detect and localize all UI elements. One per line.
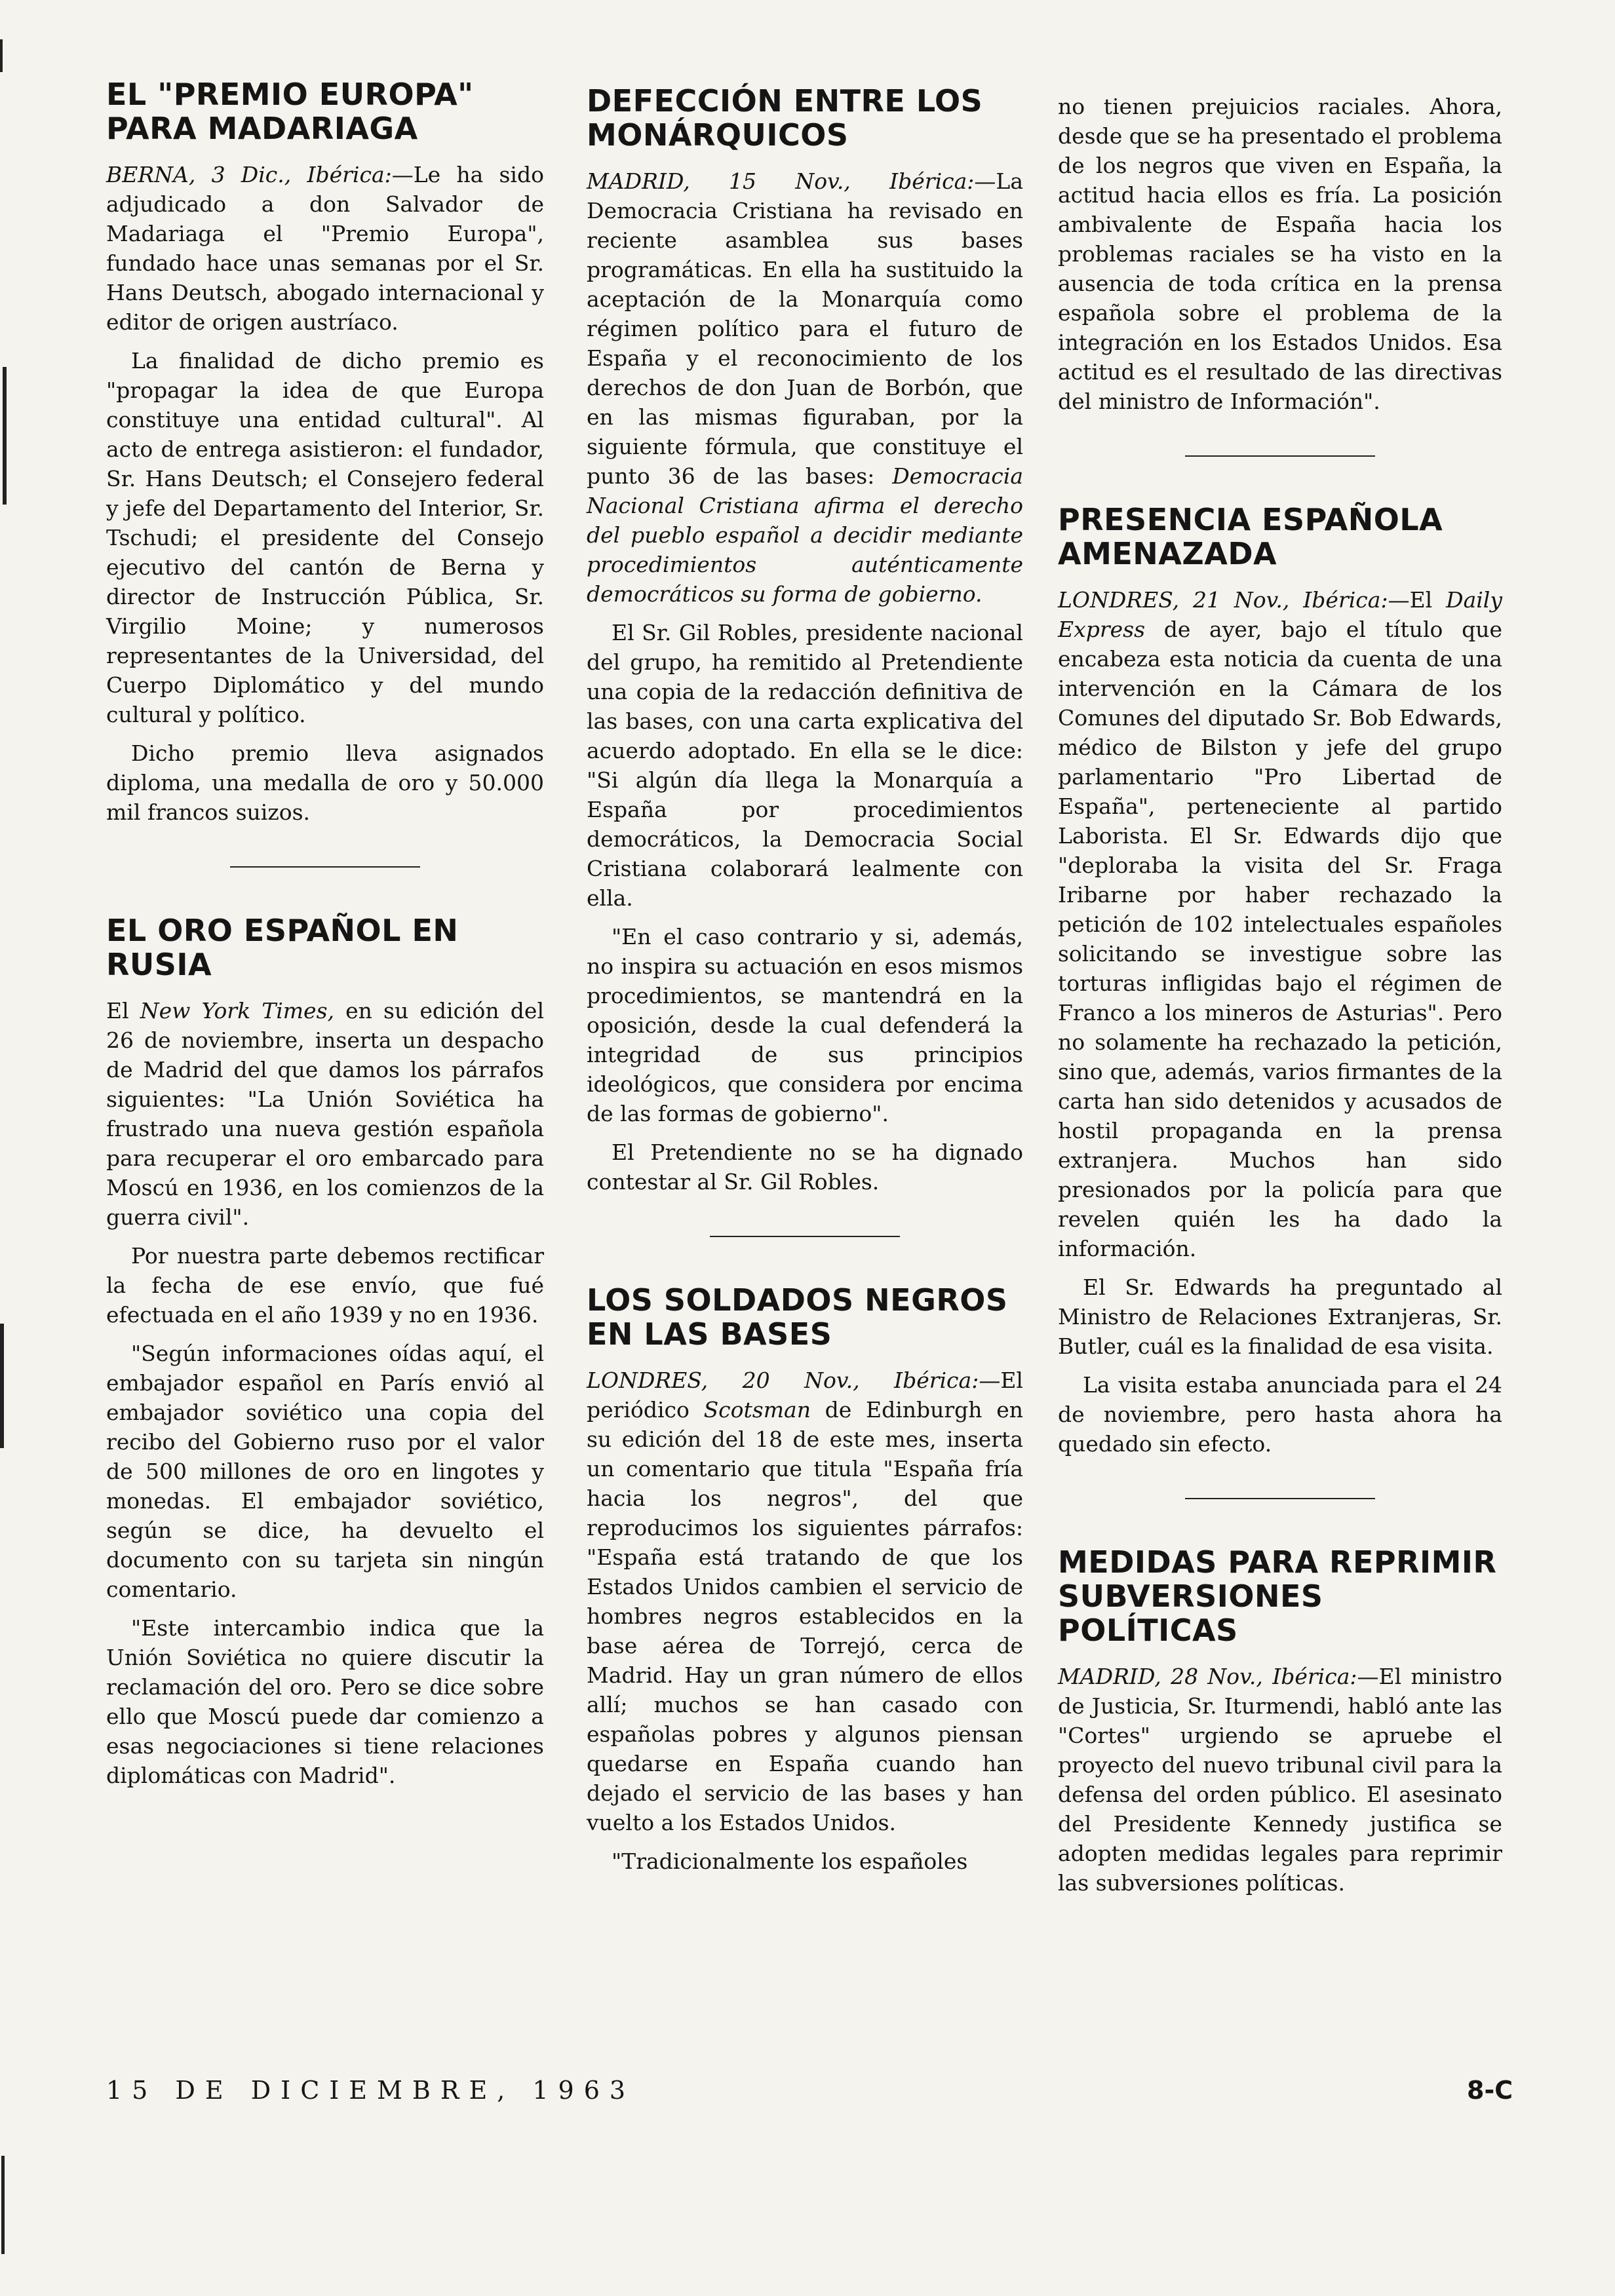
headline: DEFECCIÓN ENTRE LOS MONÁRQUICOS bbox=[587, 83, 983, 153]
article-paragraph: "Este intercambio indica que la Unión Soviética no quiere discutir la reclamación del oro. Pero se dice sobre ello que Moscú puede dar comienzo a esas negociaciones si tiene relaciones diplomáticas con Madrid". bbox=[106, 1615, 544, 1788]
paragraph-text: —El periódico bbox=[587, 1368, 1023, 1423]
publication-name: New York Times, bbox=[140, 998, 335, 1024]
article-paragraph: La visita estaba anunciada para el 24 de noviembre, pero hasta ahora ha quedado sin efecto. bbox=[1058, 1372, 1502, 1457]
column-middle bbox=[587, 84, 1023, 1885]
separator-rule bbox=[1185, 455, 1375, 457]
article-presencia-espanola bbox=[1058, 503, 1502, 1459]
article-medidas bbox=[1058, 1545, 1502, 1898]
article-soldados-negros bbox=[587, 1283, 1023, 1876]
scan-edge-mark bbox=[3, 367, 7, 505]
article-paragraph: El Sr. Gil Robles, presidente nacional del grupo, ha remitido al Pretendiente una copia de la redacción definitiva de las bases, con una carta explicativa del acuerdo adoptado. En ella se le dice: "Si algún día llega la Monarquía a España por procedimientos democráticos, la Democracia Social Cristiana colaborará lealmente con ella. bbox=[587, 620, 1023, 911]
headline: PRESENCIA ESPAÑOLA AMENAZADA bbox=[1058, 502, 1443, 571]
paragraph-text: El bbox=[106, 998, 140, 1024]
article-paragraph: "En el caso contrario y si, además, no inspira su actuación en esos mismos procedimientos, se mantendrá en la oposición, desde la cual defenderá la integridad de sus principios ideológicos, que considera por encima de las formas de gobierno". bbox=[587, 924, 1023, 1126]
article-paragraph: "Tradicionalmente los españoles bbox=[612, 1848, 968, 1874]
scan-edge-mark bbox=[1, 2156, 5, 2254]
publication-name: Scotsman bbox=[703, 1397, 811, 1423]
paragraph-text: en su edición del 26 de noviembre, inserta un despacho de Madrid del que damos los párrafos siguientes: "La Unión Soviética ha frustrado una nueva gestión española para recuperar el oro embarcado para Moscú en 1936, en los comienzos de la guerra civil". bbox=[106, 998, 545, 1230]
paragraph-text: de Edinburgh en su edición del 18 de este mes, inserta un comentario que titula "España fría hacia los negros", del que reproducimos los siguientes párrafos: "España está tratando de que los Estados Unidos cambien el servicio de hombres negros establecidos en la base aérea de Torrejó, cerca de Madrid. Hay un gran número de ellos allí; muchos se han casado con españolas pobres y algunos piensan quedarse en España cuando han dejado el servicio de las bases y han vuelto a los Estados Unidos. bbox=[587, 1397, 1023, 1835]
paragraph-text: de ayer, bajo el título que encabeza esta noticia da cuenta de una intervención en la Cámara de los Comunes del diputado Sr. Bob Edwards, médico de Bilston y jefe del grupo parlamentario "Pro Libertad de España", perteneciente al partido Laborista. El Sr. Edwards dijo que "deploraba la visita del Sr. Fraga Iribarne por haber rechazado la petición de 102 intelectuales españoles solicitando se investigue sobre las torturas infligidas bajo el régimen de Franco a los mineros de Asturias". Pero no solamente ha rechazado la petición, sino que, además, varios firmantes de la carta han sido detenidos y acusados de hostil propaganda en la prensa extranjera. Muchos han sido presionados por la policía para que revelen quién les ha dado la información. bbox=[1058, 617, 1502, 1261]
article-oro-espanol bbox=[106, 913, 544, 1790]
dateline: LONDRES, 21 Nov., Ibérica: bbox=[1058, 587, 1388, 613]
article-premio-europa bbox=[106, 77, 544, 827]
article-paragraph bbox=[587, 1366, 1023, 1837]
dateline: MADRID, 15 Nov., Ibérica: bbox=[587, 168, 975, 194]
headline: MEDIDAS PARA REPRIMIR SUBVERSIONES POLÍTICAS bbox=[1058, 1544, 1497, 1648]
publication-name: Daily Express bbox=[1058, 587, 1502, 642]
article-paragraph: "Según informaciones oídas aquí, el embajador español en París envió al embajador soviético una copia del recibo del Gobierno ruso por el valor de 500 millones de oro en lingotes y monedas. El embajador soviético, según se dice, ha devuelto el documento con su tarjeta sin ningún comentario. bbox=[106, 1341, 544, 1602]
article-paragraph bbox=[106, 160, 544, 337]
page-number: 8-C bbox=[1467, 2076, 1513, 2105]
quoted-formula: Democracia Nacional Cristiana afirma el derecho del pueblo español a decidir mediante procedimientos auténticamente democráticos su forma de gobierno. bbox=[587, 463, 1023, 607]
article-paragraph bbox=[106, 996, 544, 1232]
headline: EL ORO ESPAÑOL EN RUSIA bbox=[106, 913, 459, 982]
scan-edge-mark bbox=[0, 39, 3, 72]
headline: EL "PREMIO EUROPA" PARA MADARIAGA bbox=[106, 77, 474, 146]
article-defeccion bbox=[587, 84, 1023, 1196]
dateline: BERNA, 3 Dic., Ibérica: bbox=[106, 162, 392, 187]
footer-date: 15 DE DICIEMBRE, 1963 bbox=[106, 2076, 636, 2105]
separator-rule bbox=[230, 866, 420, 868]
column-left bbox=[106, 77, 544, 1799]
dateline: MADRID, 28 Nov., Ibérica: bbox=[1058, 1664, 1357, 1689]
paragraph-text: —La Democracia Cristiana ha revisado en reciente asamblea sus bases programáticas. En ella ha sustituido la aceptación de la Monarquía como régimen político para el futuro de España y el reconocimiento de los derechos de don Juan de Borbón, que en las mismas figuraban, por la siguiente fórmula, que constituye el punto 36 de las bases: bbox=[587, 168, 1023, 489]
article-paragraph bbox=[1058, 585, 1502, 1263]
headline: LOS SOLDADOS NEGROS EN LAS BASES bbox=[587, 1282, 1008, 1352]
dateline: LONDRES, 20 Nov., Ibérica: bbox=[587, 1368, 979, 1393]
column-right bbox=[1058, 92, 1502, 1907]
separator-rule bbox=[710, 1236, 900, 1237]
paragraph-text: —Le ha sido adjudicado a don Salvador de Madariaga el "Premio Europa", fundado hace unas semanas por el Sr. Hans Deutsch, abogado internacional y editor de origen austríaco. bbox=[106, 162, 544, 335]
separator-rule bbox=[1185, 1498, 1375, 1499]
article-paragraph: El Pretendiente no se ha dignado contestar al Sr. Gil Robles. bbox=[587, 1139, 1023, 1195]
article-paragraph bbox=[587, 166, 1023, 609]
scan-edge-mark bbox=[0, 1324, 4, 1448]
article-paragraph: El Sr. Edwards ha preguntado al Ministro de Relaciones Extranjeras, Sr. Butler, cuál es la finalidad de esa visita. bbox=[1058, 1274, 1502, 1359]
paragraph-text: —El bbox=[1388, 587, 1447, 613]
article-paragraph-continued: no tienen prejuicios raciales. Ahora, desde que se ha presentado el problema de los negros que viven en España, la actitud hacia ellos es fría. La posición ambivalente de España hacia los problemas raciales se ha visto en la ausencia de toda crítica en la prensa española sobre el problema de la integración en los Estados Unidos. Esa actitud es el resultado de las directivas del ministro de Información". bbox=[1058, 94, 1502, 414]
article-paragraph: Por nuestra parte debemos rectificar la fecha de ese envío, que fué efectuada en el año 1939 y no en 1936. bbox=[106, 1243, 544, 1328]
article-paragraph: Dicho premio lleva asignados diploma, una medalla de oro y 50.000 mil francos suizos. bbox=[106, 740, 544, 825]
article-paragraph bbox=[1058, 1662, 1502, 1898]
paragraph-text: —El ministro de Justicia, Sr. Iturmendi, habló ante las "Cortes" urgiendo se apruebe el proyecto del nuevo tribunal civil para la defensa del orden público. El asesinato del Presidente Kennedy justifica se adopten medidas legales para reprimir las subversiones políticas. bbox=[1058, 1664, 1502, 1896]
article-paragraph: La finalidad de dicho premio es "propagar la idea de que Europa constituye una entidad cultural". Al acto de entrega asistieron: el fundador, Sr. Hans Deutsch; el Consejero federal y jefe del Departamento del Interior, Sr. Tschudi; el presidente del Consejo ejecutivo del cantón de Berna y director de Instrucción Pública, Sr. Virgilio Moine; y numerosos representantes de la Universidad, del Cuerpo Diplomático y del mundo cultural y político. bbox=[106, 348, 544, 727]
